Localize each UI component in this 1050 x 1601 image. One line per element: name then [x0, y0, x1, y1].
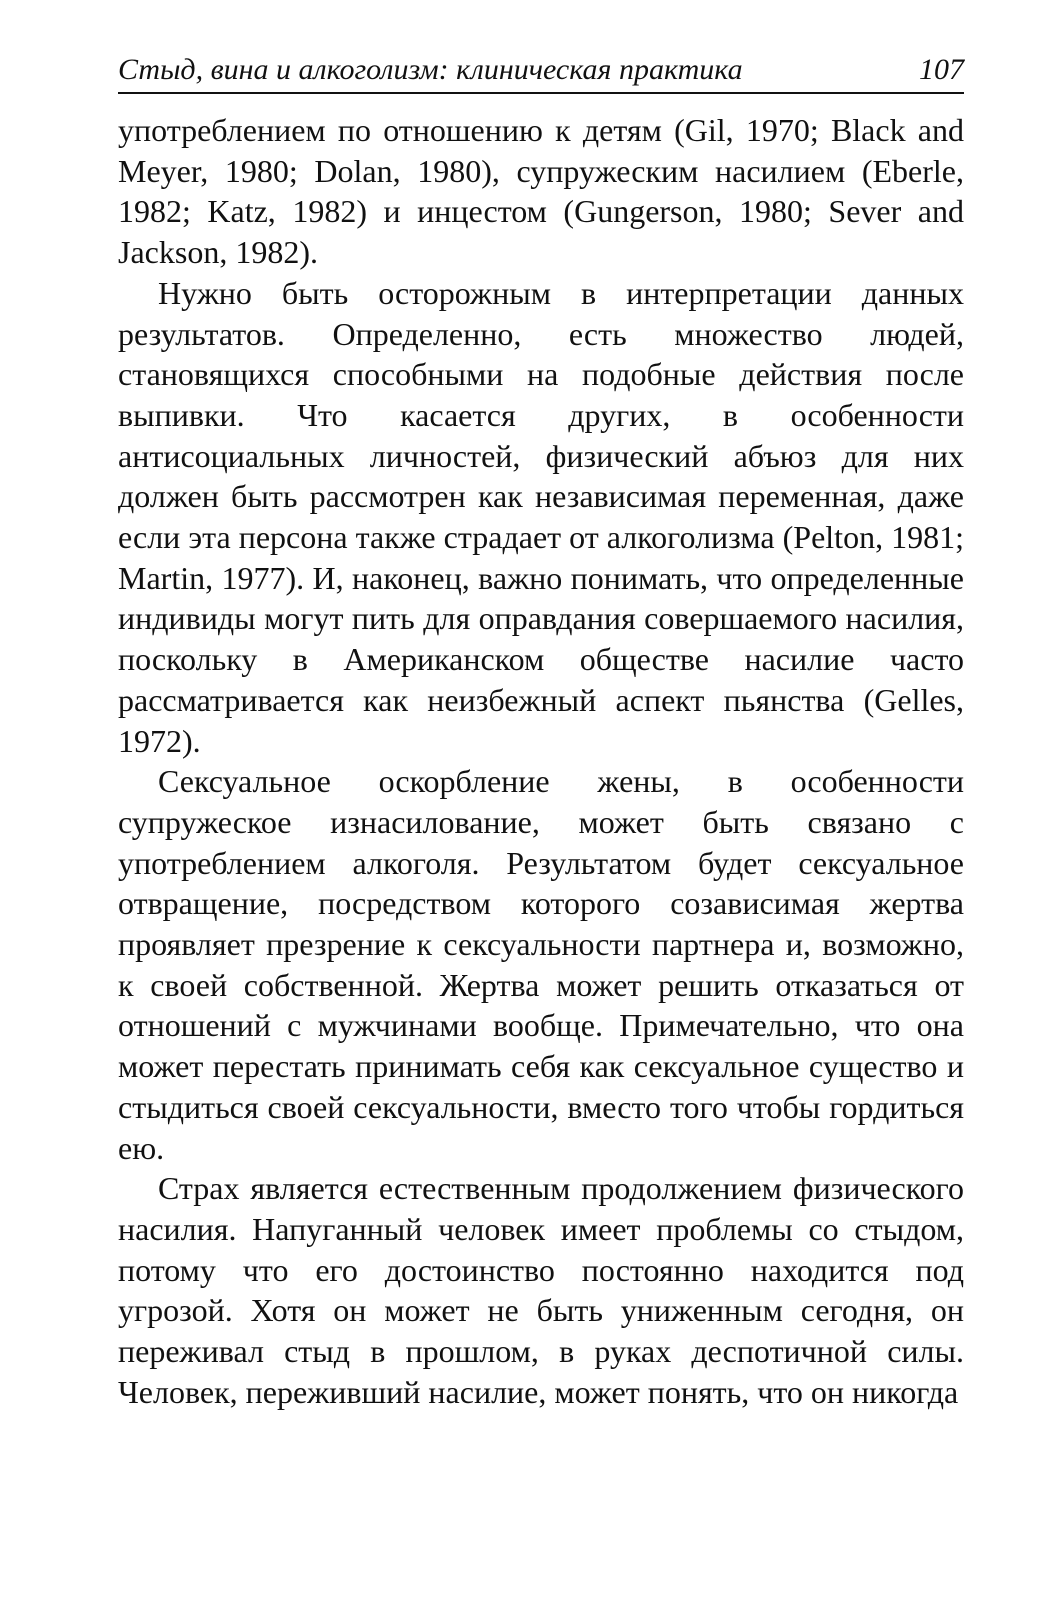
body-text	[118, 110, 964, 1413]
paragraph: Сексуальное оскорбление жены, в особенности супружеское изнасилование, может быть связано с употреблением алкоголя. Результатом будет сексуальное отвращение, посредством которого созависимая жертва проявляет презрение к сексуальности партнера и, возможно, к своей собственной. Жертва может решить отказаться от отношений с мужчинами вообще. Примечательно, что она может перестать принимать себя как сексуальное существо и стыдиться своей сексуальности, вместо того чтобы гордиться ею.	[118, 763, 964, 1166]
running-title: Стыд, вина и алкоголизм: клиническая практика	[118, 53, 743, 86]
book-page	[118, 48, 964, 1413]
page-number: 107	[919, 53, 964, 86]
paragraph: Страх является естественным продолжением физического насилия. Напуганный человек имеет проблемы со стыдом, потому что его достоинство постоянно находится под угрозой. Хотя он может не быть униженным сегодня, он переживал стыд в прошлом, в руках деспотичной силы. Человек, переживший насилие, может понять, что он никогда	[118, 1170, 964, 1410]
running-header	[118, 48, 964, 94]
paragraph-continued: употреблением по отношению к детям (Gil, 1970; Black and Meyer, 1980; Dolan, 1980), супружеским насилием (Eberle, 1982; Katz, 1982) и инцестом (Gungerson, 1980; Sever and Jackson, 1982).	[118, 112, 964, 271]
paragraph: Нужно быть осторожным в интерпретации данных результатов. Определенно, есть множество людей, становящихся способными на подобные действия после выпивки. Что касается других, в особенности антисоциальных личностей, физический абъюз для них должен быть рассмотрен как независимая переменная, даже если эта персона также страдает от алкоголизма (Pelton, 1981; Martin, 1977). И, наконец, важно понимать, что определенные индивиды могут пить для оправдания совершаемого насилия, поскольку в Американском обществе насилие часто рассматривается как неизбежный аспект пьянства (Gelles, 1972).	[118, 274, 964, 759]
